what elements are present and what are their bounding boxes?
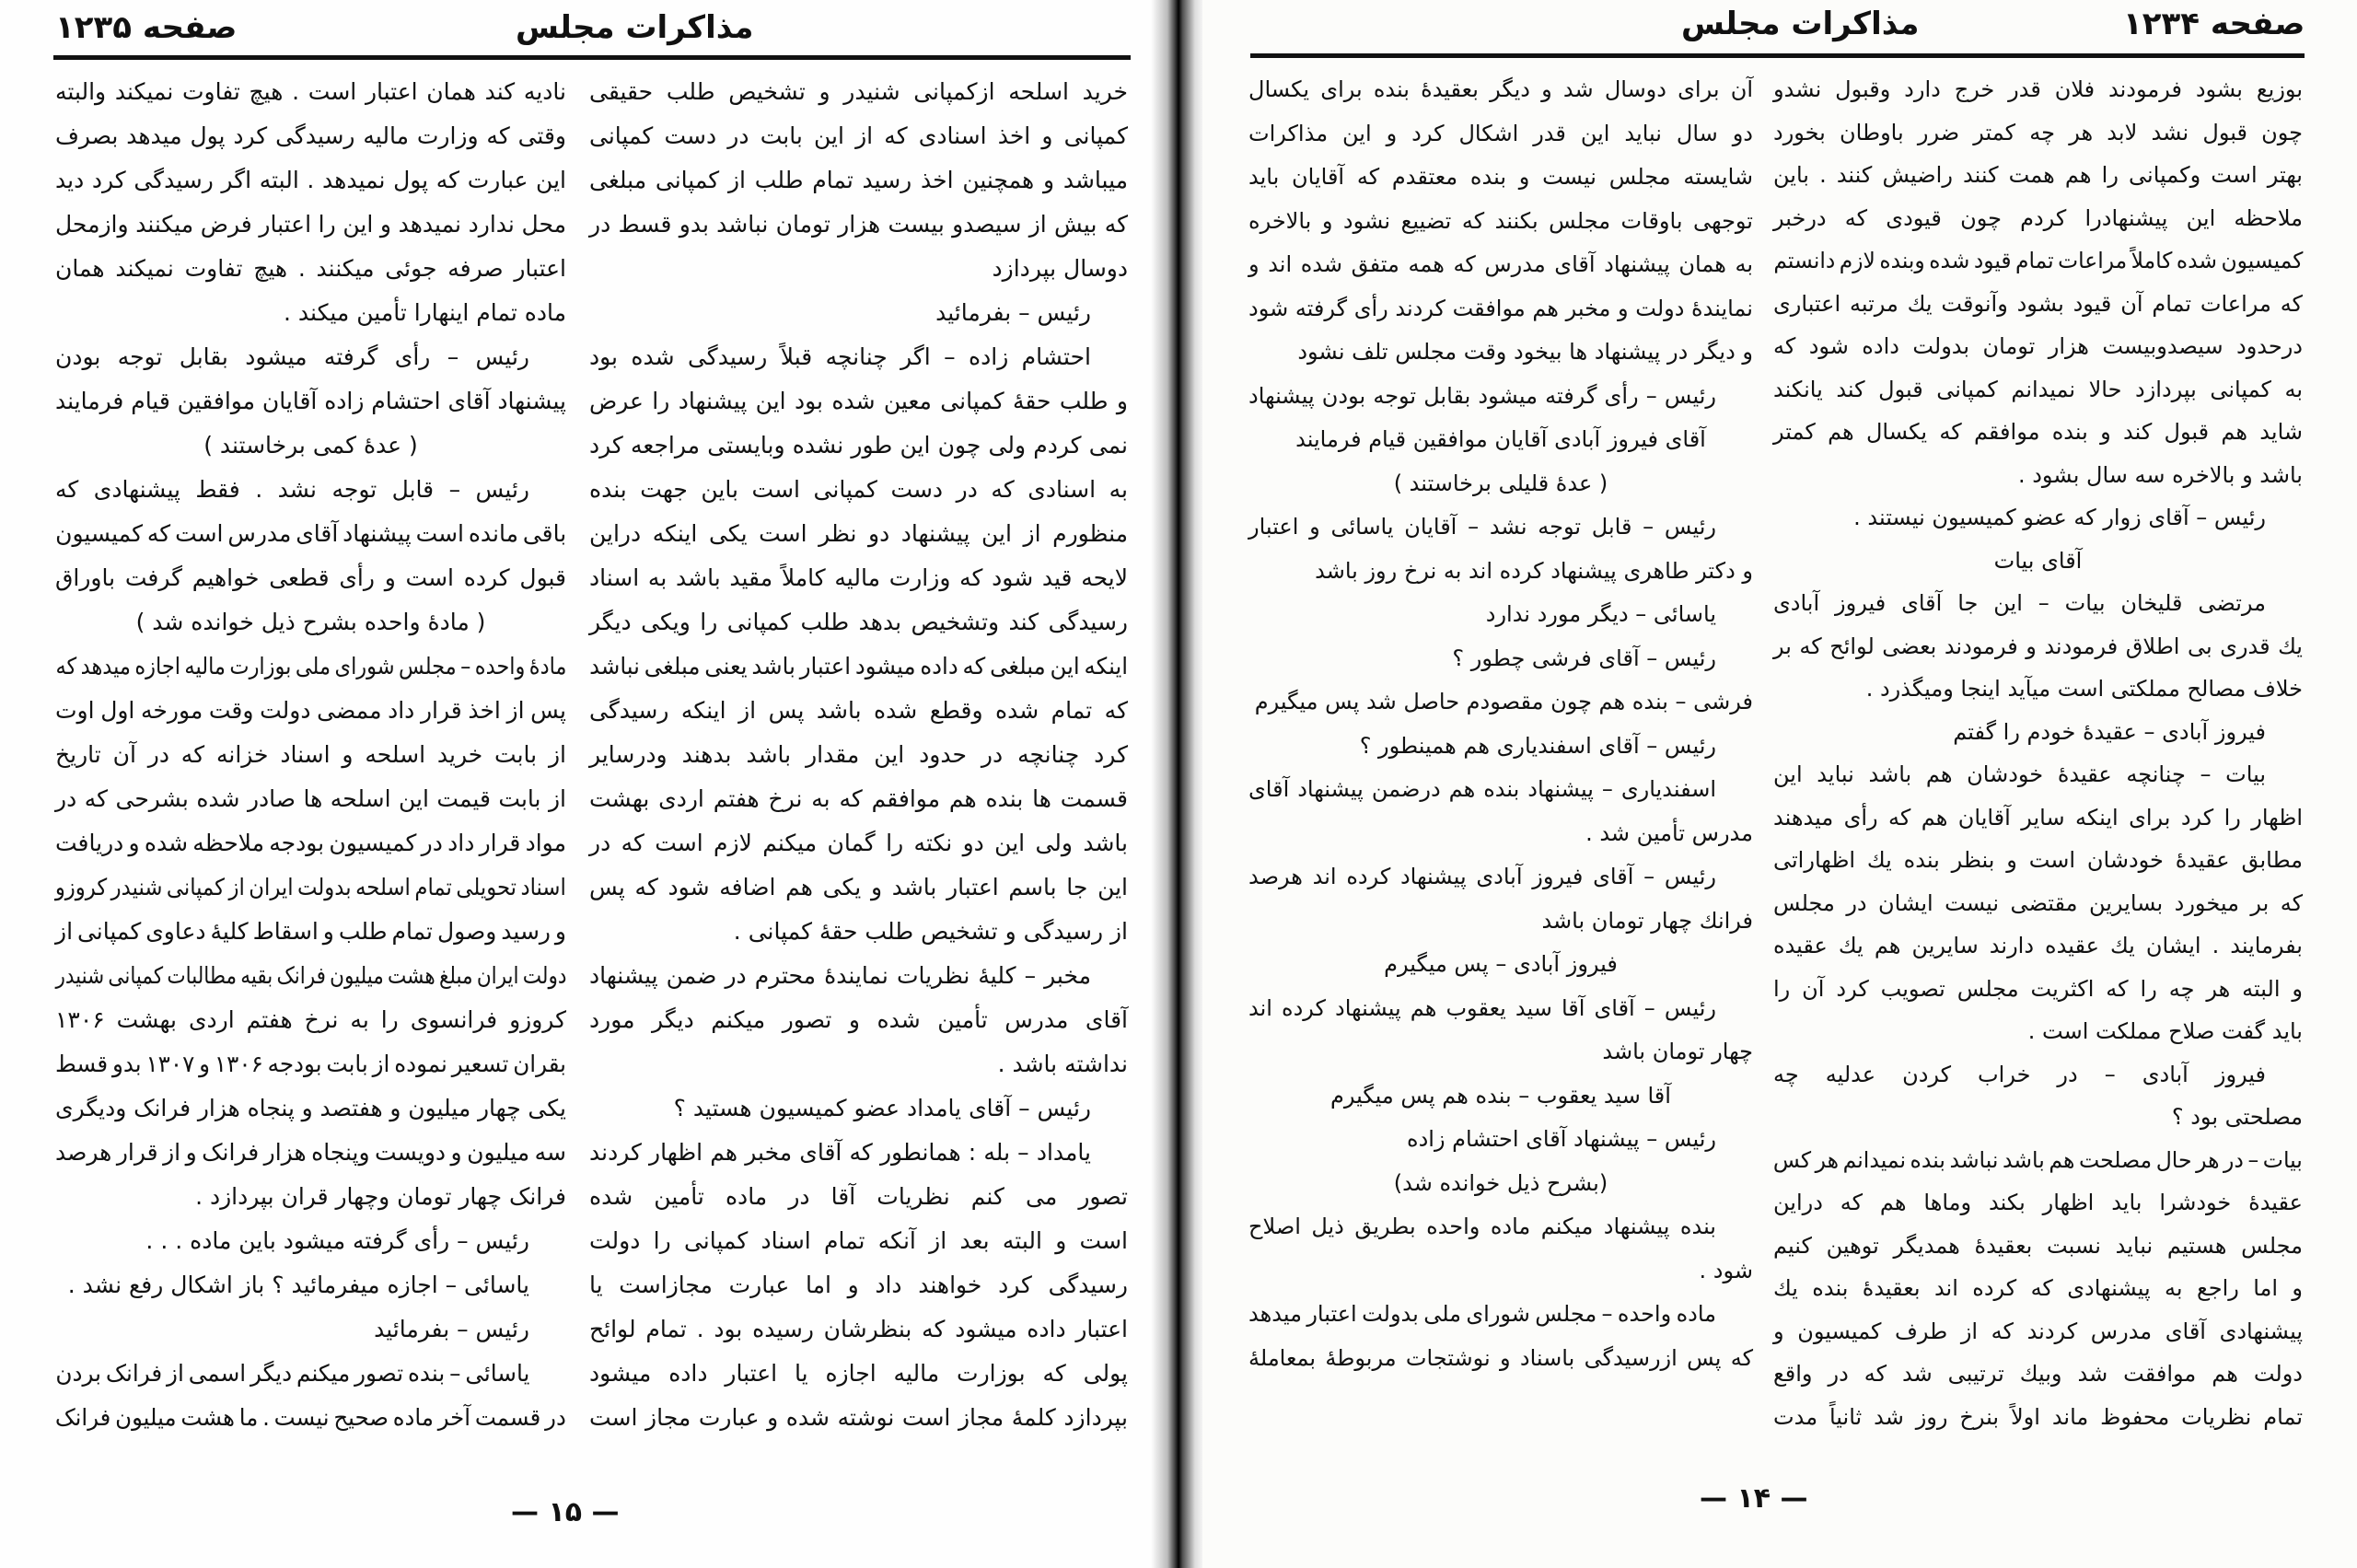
text-line bbox=[589, 468, 1128, 512]
text-line-content: شود . bbox=[1699, 1257, 1753, 1283]
text-line bbox=[55, 556, 566, 600]
text-line-content: سه میلیون و دویست وپنجاه هزار فرانک و از قرار هرصد bbox=[55, 1139, 566, 1166]
text-line bbox=[55, 1307, 566, 1352]
text-line bbox=[1248, 1205, 1753, 1249]
text-line-content: رئیس – آقای آقا سید یعقوب هم پیشنهاد کرده اند bbox=[1248, 994, 1716, 1021]
text-line-content: کمیسیون شده کاملاً مراعات تمام قیود شده وبنده لازم دانستم bbox=[1773, 248, 2303, 273]
text-line-content: اسفندیاری – پیشنهاد بنده هم درضمن پیشنهاد آقای bbox=[1248, 776, 1716, 802]
text-line-content: از رسیدگی و تشخیص طلب حقهٔ کمپانی . bbox=[733, 918, 1128, 945]
text-line-content: توجهی باوقات مجلس بکنند که تضییع نشود و بالاخره bbox=[1248, 207, 1753, 234]
text-line bbox=[589, 910, 1128, 954]
text-line-content: فرانك چهار تومان باشد bbox=[1541, 907, 1753, 934]
text-line-content: فیروز آبادی – در خراب کردن عدلیه چه bbox=[1773, 1061, 2266, 1087]
text-line bbox=[1773, 368, 2303, 412]
right-page bbox=[1202, 0, 2357, 1568]
text-line bbox=[1248, 943, 1753, 987]
text-line-content: رئیس – آقای زوار که عضو کمیسیون نیستند . bbox=[1853, 505, 2266, 530]
text-line bbox=[1773, 68, 2303, 111]
text-line-content: پس از اخذ قرار داد ممضی دولت وقت مورخه اول اوت bbox=[55, 697, 566, 724]
text-line-content: ملاحظه این پیشنهادرا کردم چون قیودی که درخبر bbox=[1773, 204, 2303, 231]
left-page-number: صفحه ۱۲۳۵ bbox=[55, 9, 238, 46]
text-line-content: و البته هر چه را که اکثریت مجلس تصویب کرد آن را bbox=[1773, 975, 2303, 1002]
text-line bbox=[1248, 287, 1753, 331]
text-line bbox=[1248, 1337, 1753, 1381]
text-line-content: رئیس – آقای فیروز آبادی پیشنهاد کرده اند هرصد bbox=[1248, 864, 1716, 889]
text-line bbox=[1773, 668, 2303, 711]
text-line bbox=[55, 247, 566, 291]
text-line bbox=[1773, 154, 2303, 197]
text-line bbox=[589, 1396, 1128, 1440]
text-line bbox=[1773, 753, 2303, 796]
text-line-content: رئیس – آقای فرشی چطور ؟ bbox=[1452, 645, 1716, 671]
text-line-content: این جا باسم اعتبار باشد و یکی هم اضافه شود که پس bbox=[589, 874, 1128, 900]
text-line-content: کرد چنانچه در حدود این مقدار باشد بدهند ودرسایر bbox=[589, 741, 1128, 768]
text-line bbox=[589, 1219, 1128, 1263]
text-line-content: فرشی – بنده هم چون مقصودم حاصل شد پس میگیرم bbox=[1254, 689, 1753, 714]
text-line bbox=[55, 998, 566, 1042]
text-line bbox=[1773, 1053, 2303, 1097]
text-line bbox=[589, 777, 1128, 821]
text-line bbox=[1773, 924, 2303, 968]
text-line-content: رئیس – رأی گرفته میشود بقابل توجه بودن bbox=[55, 343, 529, 370]
text-line bbox=[1248, 200, 1753, 244]
text-line-content: باشد ولی این دو نکته را گمان میکنم لازم است که در bbox=[589, 830, 1128, 856]
text-line-content: بهتر است وکمپانی را هم همت کنند راضیش کنند . باین bbox=[1773, 162, 2303, 188]
text-line bbox=[1773, 1225, 2303, 1268]
text-line-content: خرید اسلحه ازکمپانی شنیدر و تشخیص طلب حقیقی bbox=[589, 78, 1128, 105]
text-line-content: رئیس – آقای اسفندیاری هم همینطور ؟ bbox=[1359, 732, 1716, 759]
text-line bbox=[1248, 375, 1753, 419]
text-line-content: کروزو فرانسوی را به نرخ هفتم اردی بهشت ۱۳۰۶ bbox=[55, 1006, 566, 1033]
text-line bbox=[55, 600, 566, 645]
text-line bbox=[589, 379, 1128, 424]
text-line-content: احتشام زاده – اگر چنانچه قبلاً رسیدگی شده بود bbox=[589, 343, 1091, 370]
text-line bbox=[1248, 331, 1753, 375]
text-line bbox=[589, 1086, 1128, 1131]
text-line-content: مادهٔ واحده – مجلس شورای ملی بوزارت مالیه اجازه میدهد که bbox=[55, 653, 566, 679]
text-line bbox=[1248, 68, 1753, 112]
text-line-content: بپردازد کلمهٔ مجاز است نوشته شده و عبارت مجاز است bbox=[589, 1404, 1128, 1431]
text-line bbox=[1248, 680, 1753, 725]
text-line bbox=[589, 1175, 1128, 1219]
text-line bbox=[1773, 454, 2303, 497]
text-line-content: یامداد – بله : همانطور که آقای مخبر هم اظهار کردند bbox=[589, 1139, 1091, 1166]
text-line-content: شاید هم قبول کند و بنده موافقم که یکسال هم کمتر bbox=[1773, 419, 2303, 445]
text-line bbox=[1773, 582, 2303, 625]
text-line-content: رئیس – آقای یامداد عضو کمیسیون هستید ؟ bbox=[673, 1095, 1091, 1121]
text-line-content: باشد و بالاخره سه سال بشود . bbox=[2017, 461, 2303, 488]
text-line bbox=[55, 203, 566, 247]
text-line-content: تمام نظریات محفوظ ماند اولاً بنرخ روز شد ثانیاً مدت bbox=[1773, 1403, 2303, 1430]
text-line-content: میباشد و همچنین اخذ رسید تمام طلب از کمپانی مبلغی bbox=[589, 167, 1128, 193]
text-line-content: دوسال بپردازد bbox=[992, 255, 1128, 282]
text-line bbox=[55, 114, 566, 158]
text-line bbox=[1248, 1030, 1753, 1074]
text-line bbox=[1773, 796, 2303, 840]
text-line-content: این عبارت که پول نمیدهد . البته اگر رسیدگی کرد دید bbox=[55, 167, 566, 193]
text-line-content: قبول کرده است و رأی قطعی خواهیم گرفت باوراق bbox=[55, 564, 566, 591]
text-line-content: پولی که بوزارت مالیه اجازه یا اعتبار داده میشود bbox=[589, 1360, 1128, 1387]
text-line-content: نمی کردم ولی چون این طور نشده وبایستی مراجعه کرد bbox=[589, 432, 1128, 459]
text-line bbox=[589, 512, 1128, 556]
text-line bbox=[589, 1352, 1128, 1396]
text-line-content: که تمام شده وقطع شده باشد پس از اینکه رسیدگی bbox=[589, 697, 1128, 724]
text-line bbox=[55, 468, 566, 512]
text-line-content: مدرس تأمین شد . bbox=[1585, 819, 1753, 846]
text-line-content: مخبر – کلیهٔ نظریات نمایندهٔ محترم در ضمن پیشنهاد bbox=[589, 962, 1091, 989]
text-line-content: شایسته مجلس نیست و بنده معتقدم که آقایان باید bbox=[1248, 164, 1753, 190]
text-line bbox=[1773, 540, 2303, 583]
text-line bbox=[55, 1131, 566, 1175]
text-line bbox=[1248, 418, 1753, 462]
text-line-content: قسمت ها بنده هم موافقم که به نرخ هفتم اردی بهشت bbox=[589, 785, 1128, 812]
text-line bbox=[1773, 1396, 2303, 1439]
text-line-content: دو سال نباید این قدر اشکال کرد و این مذاکرات bbox=[1248, 120, 1753, 146]
text-line bbox=[1773, 1181, 2303, 1225]
text-line-content: به اسنادی که در دست کمپانی است باین جهت بنده bbox=[589, 476, 1128, 503]
text-line bbox=[55, 424, 566, 468]
text-line bbox=[55, 1396, 566, 1440]
text-line bbox=[55, 777, 566, 821]
text-line-content: آقای بیات bbox=[1993, 547, 2083, 574]
text-line-content: یکی چهار میلیون و هفتصد و پنجاه هزار فرانک ودیگری bbox=[55, 1095, 566, 1121]
text-line-content: (بشرح ذیل خوانده شد) bbox=[1393, 1169, 1608, 1196]
text-line bbox=[589, 600, 1128, 645]
text-line-content: ماده واحده – مجلس شورای ملی بدولت اعتبار میدهد bbox=[1248, 1301, 1716, 1327]
text-line-content: اینکه این مبلغی که داده میشود اعتبار باشد یعنی مبلغی نباشد bbox=[589, 653, 1128, 679]
text-line-content: یك قدری بی اطلاق فرمودند و فرمودند بعضی لوائح که بر bbox=[1773, 633, 2303, 659]
text-line bbox=[55, 910, 566, 954]
text-line bbox=[589, 1263, 1128, 1307]
text-line bbox=[589, 1042, 1128, 1086]
text-line bbox=[1773, 711, 2303, 754]
text-line bbox=[1773, 283, 2303, 326]
text-line-content: رئیس – قابل توجه نشد – آقایان یاسائی و اعتبار bbox=[1248, 514, 1716, 540]
text-line-content: رئیس – پیشنهاد آقای احتشام زاده bbox=[1407, 1126, 1716, 1152]
left-page-column-right bbox=[589, 70, 1128, 1440]
text-line bbox=[55, 1042, 566, 1086]
text-line bbox=[1248, 550, 1753, 594]
text-line-content: پیشنهادی آقای مدرس کردند که از طرف کمیسیون و bbox=[1773, 1318, 2303, 1344]
text-line-content: آقای مدرس تأمین شده و تصور میکنم دیگر مورد bbox=[589, 1006, 1128, 1033]
text-line bbox=[1248, 1118, 1753, 1162]
text-line-content: محل ندارد نمیدهد و این را اعتبار فرض میکنند وازمحل bbox=[55, 211, 566, 238]
text-line bbox=[1773, 239, 2303, 283]
text-line bbox=[589, 1131, 1128, 1175]
text-line bbox=[1773, 1267, 2303, 1310]
text-line bbox=[589, 70, 1128, 114]
text-line-content: ( عدهٔ کمی برخاستند ) bbox=[203, 432, 418, 459]
text-line-content: بنده پیشنهاد میکنم ماده واحده بطریق ذیل اصلاح bbox=[1248, 1214, 1716, 1239]
text-line bbox=[1248, 637, 1753, 681]
text-line-content: در قسمت آخر ماده صحیح نیست . ما هشت میلیون فرانک bbox=[55, 1404, 566, 1431]
text-line bbox=[1773, 1010, 2303, 1053]
left-page-column-left bbox=[55, 70, 566, 1440]
text-line-content: درحدود سیصدوبیست هزار تومان بدولت داده شود که bbox=[1773, 333, 2303, 359]
text-line bbox=[55, 1219, 566, 1263]
text-line-content: رئیس – قابل توجه نشد . فقط پیشنهادی که bbox=[55, 476, 529, 503]
text-line bbox=[1248, 593, 1753, 637]
left-page-footer-number: — ۱۵ — bbox=[511, 1496, 620, 1528]
text-line bbox=[1773, 839, 2303, 882]
text-line-content: نمایندهٔ دولت و مخبر هم موافقت کردند رأی گرفته شود bbox=[1248, 295, 1753, 321]
text-line bbox=[1248, 1074, 1753, 1119]
left-page-title: مذاکرات مجلس bbox=[516, 9, 754, 46]
text-line bbox=[1773, 496, 2303, 540]
text-line bbox=[55, 645, 566, 689]
text-line bbox=[589, 247, 1128, 291]
text-line-content: دولت هم موافقت شد وبیك ترتیبی شد که در واقع bbox=[1773, 1361, 2303, 1387]
text-line bbox=[1773, 1096, 2303, 1139]
text-line-content: و طلب حقهٔ کمپانی معین شده بود این پیشنهاد را عرض bbox=[589, 388, 1128, 414]
text-line bbox=[1773, 197, 2303, 240]
text-line-content: پیشنهاد آقای احتشام زاده آقایان موافقین قیام فرمایند bbox=[55, 388, 566, 414]
text-line-content: که بیش از سیصدو بیست هزار تومان نباشد بدو قسط در bbox=[589, 211, 1128, 238]
text-line bbox=[55, 512, 566, 556]
text-line bbox=[1248, 987, 1753, 1031]
text-line bbox=[1773, 325, 2303, 368]
text-line bbox=[1248, 812, 1753, 856]
text-line-content: است و البته بعد از آنکه تمام اسناد کمپانی را دولت bbox=[589, 1227, 1128, 1254]
text-line-content: رئیس – بفرمائید bbox=[935, 299, 1091, 326]
text-line-content: رئیس – رأی گرفته میشود باین ماده . . . bbox=[145, 1227, 529, 1254]
text-line-content: بیات – در هر حال مصلحت هم باشد نباشد بنده نمیدانم هر کس bbox=[1773, 1146, 2303, 1173]
text-line-content: یاسائی – بنده تصور میکنم دیگر اسمی از فرانک بردن bbox=[55, 1360, 529, 1387]
text-line bbox=[55, 379, 566, 424]
text-line-content: وقتی که وزارت مالیه رسیدگی کرد پول میدهد بصرف bbox=[55, 122, 566, 149]
text-line-content: بوزیع بشود فرمودند فلان قدر خرج دارد وقبول نشدو bbox=[1773, 76, 2303, 102]
text-line bbox=[1773, 1310, 2303, 1353]
text-line-content: و اما راجع به پیشنهادی که کرده اند بعقیدهٔ بنده یك bbox=[1773, 1275, 2303, 1301]
text-line bbox=[589, 645, 1128, 689]
text-line bbox=[589, 689, 1128, 733]
text-line bbox=[1248, 505, 1753, 550]
right-header-rule bbox=[1250, 53, 2305, 58]
text-line bbox=[1773, 111, 2303, 155]
text-line-content: نادیه کند همان اعتبار است . هیچ تفاوت نمیکند والبته bbox=[55, 78, 566, 105]
text-line-content: یاسائی – اجازه میفرمائید ؟ باز اشکال رفع نشد . bbox=[67, 1272, 529, 1298]
text-line-content: ( عدهٔ قلیلی برخاستند ) bbox=[1393, 470, 1608, 496]
text-line-content: از بابت خرید اسلحه و اسناد خزانه که در آن تاریخ bbox=[55, 741, 566, 768]
text-line-content: نداشته باشد . bbox=[997, 1051, 1128, 1077]
text-line-content: مجلس هستیم نباید نسبت بعقیدهٔ همدیگر توهین کنیم bbox=[1773, 1232, 2303, 1259]
text-line-content: لایحه قید شود که وزارت مالیه کاملاً مقید باشد به اسناد bbox=[589, 564, 1128, 591]
text-line bbox=[1773, 882, 2303, 925]
text-line-content: باید گفت صلاح مملکت است . bbox=[2027, 1018, 2303, 1044]
text-line-content: آقا سید یعقوب – بنده هم پس میگیرم bbox=[1330, 1082, 1671, 1109]
text-line bbox=[1773, 968, 2303, 1011]
text-line bbox=[55, 689, 566, 733]
right-page-title: مذاکرات مجلس bbox=[1681, 6, 1920, 42]
text-line-content: از بابت قیمت این اسلحه ها صادر شده بشرحی که در bbox=[55, 785, 566, 812]
text-line bbox=[1773, 411, 2303, 454]
text-line bbox=[1248, 1162, 1753, 1206]
text-line bbox=[589, 865, 1128, 910]
text-line bbox=[1248, 112, 1753, 157]
text-line-content: کمپانی و اخذ اسنادی که از این بابت در دست کمپانی bbox=[589, 122, 1128, 149]
text-line-content: عقیدهٔ خودشرا باید اظهار بکند وماها هم که دراین bbox=[1773, 1190, 2303, 1215]
text-line-content: رئیس – رأی گرفته میشود بقابل توجه بودن پیشنهاد bbox=[1248, 382, 1716, 409]
text-line-content: اسناد تحویلی تمام اسلحه بدولت ایران از کمپانی شنیدر کروزو bbox=[55, 874, 566, 900]
text-line bbox=[55, 158, 566, 203]
text-line bbox=[1773, 1353, 2303, 1396]
text-line bbox=[1248, 768, 1753, 812]
text-line bbox=[589, 158, 1128, 203]
text-line-content: که بر میخورد بسایرین مقتضی نیست ایشان در مجلس bbox=[1773, 889, 2303, 916]
text-line bbox=[55, 70, 566, 114]
text-line bbox=[1248, 855, 1753, 900]
text-line-content: دولت ایران مبلغ هشت میلیون فرانک بقیه مطالبات کمپانی شنیدر bbox=[55, 962, 566, 989]
text-line-content: فیروز آبادی – پس میگیرم bbox=[1384, 951, 1618, 977]
text-line-content: بقران تسعیر نموده از بابت بودجه ۱۳۰۶ و ۱۳۰۷ بدو قسط bbox=[55, 1051, 566, 1077]
text-line-content: چون قبول نشد لابد هر چه کمتر ضرر باوطان بخورد bbox=[1773, 119, 2303, 145]
text-line-content: تصور می کنم نظریات آقا در ماده تأمین شده bbox=[589, 1183, 1128, 1210]
text-line-content: رئیس – بفرمائید bbox=[374, 1316, 529, 1342]
text-line bbox=[1248, 1249, 1753, 1294]
text-line bbox=[55, 821, 566, 865]
text-line-content: چهار تومان باشد bbox=[1602, 1039, 1753, 1064]
text-line-content: یاسائی – دیگر مورد ندارد bbox=[1485, 601, 1716, 627]
text-line-content: مواد قرار داد در کمیسیون بودجه ملاحظه شده و دریافت bbox=[55, 830, 566, 856]
text-line-content: اعتبار داده میشود که بنظرشان رسیده بود . تمام لوائح bbox=[589, 1316, 1128, 1342]
text-line bbox=[55, 1086, 566, 1131]
text-line bbox=[1248, 900, 1753, 944]
right-page-number: صفحه ۱۲۳۴ bbox=[2123, 6, 2305, 42]
text-line-content: باقی مانده است پیشنهاد آقای مدرس است که کمیسیون bbox=[55, 520, 566, 547]
text-line-content: فرانک چهار تومان وچهار قران بپردازد . bbox=[195, 1183, 566, 1210]
text-line bbox=[55, 733, 566, 777]
text-line bbox=[589, 821, 1128, 865]
text-line bbox=[589, 335, 1128, 379]
text-line bbox=[1248, 725, 1753, 769]
right-page-column-left bbox=[1248, 68, 1753, 1380]
text-line bbox=[55, 954, 566, 998]
right-page-column-right bbox=[1773, 68, 2303, 1438]
text-line-content: آقای فیروز آبادی آقایان موافقین قیام فرمایند bbox=[1295, 426, 1706, 452]
text-line-content: که پس ازرسیدگی باسناد و نوشتجات مربوطهٔ بمعاملهٔ bbox=[1248, 1344, 1753, 1371]
text-line bbox=[589, 998, 1128, 1042]
text-line bbox=[589, 424, 1128, 468]
text-line-content: منظورم از این پیشنهاد دو نظر است یکی اینکه دراین bbox=[589, 520, 1128, 547]
text-line bbox=[1773, 625, 2303, 668]
text-line bbox=[589, 203, 1128, 247]
text-line-content: به کمپانی بپردازد حالا نمیدانم کمپانی قبول کند یانکند bbox=[1773, 376, 2303, 402]
text-line bbox=[589, 556, 1128, 600]
book-binding-gutter bbox=[1151, 0, 1206, 1568]
text-line bbox=[1773, 1139, 2303, 1182]
text-line bbox=[55, 1175, 566, 1219]
text-line-content: و رسید وصول تمام طلب و اسقاط کلیهٔ دعاوی کمپانی از bbox=[55, 918, 566, 945]
text-line-content: مطابق عقیدهٔ خودشان است و بنظر بنده یك اظهاراتی bbox=[1773, 847, 2303, 873]
text-line bbox=[1248, 462, 1753, 506]
text-line-content: اظهار را کرد برای اینکه سایر آقایان هم که رأی میدهند bbox=[1773, 804, 2303, 830]
text-line-content: رسیدگی کرد خواهند داد و اما عبارت مجازاست یا bbox=[589, 1272, 1128, 1298]
right-page-footer-number: — ۱۴ — bbox=[1700, 1482, 1808, 1515]
left-page bbox=[0, 0, 1162, 1568]
text-line-content: رسیدگی کند وتشخیص بدهد طلب کمپانی را ویکی دیگر bbox=[589, 609, 1128, 635]
text-line-content: فیروز آبادی – عقیدهٔ خودم را گفتم bbox=[1953, 718, 2266, 745]
text-line-content: ( مادهٔ واحده بشرح ذیل خوانده شد ) bbox=[135, 609, 486, 635]
text-line bbox=[55, 1352, 566, 1396]
text-line-content: اعتبار صرفه جوئی میکنند . هیچ تفاوت نمیکند همان bbox=[55, 255, 566, 282]
text-line bbox=[1248, 1293, 1753, 1337]
text-line bbox=[55, 291, 566, 335]
text-line bbox=[589, 1307, 1128, 1352]
text-line-content: بفرمایند . ایشان یك عقیده دارند سایرین هم یك عقیده bbox=[1773, 933, 2303, 958]
left-header-rule bbox=[53, 55, 1131, 60]
text-line bbox=[55, 865, 566, 910]
text-line bbox=[589, 954, 1128, 998]
text-line-content: که مراعات تمام آن قیود بشود وآنوقت یك مرتبه اعتباری bbox=[1773, 290, 2303, 317]
text-line-content: مرتضی قلیخان بیات – این جا آقای فیروز آبادی bbox=[1773, 590, 2266, 616]
text-line-content: به همان پیشنهاد آقای مدرس که همه متفق شده اند و bbox=[1248, 251, 1753, 277]
text-line-content: خلاف مصالح مملکتی است میآید اینجا ومیگذرد . bbox=[1865, 676, 2303, 702]
text-line bbox=[1248, 243, 1753, 287]
text-line bbox=[589, 114, 1128, 158]
text-line-content: بیات – چنانچه عقیدهٔ خودشان هم باشد نباید این bbox=[1773, 761, 2266, 787]
text-line-content: مصلحتی بود ؟ bbox=[2171, 1104, 2303, 1130]
text-line-content: و دکتر طاهری پیشنهاد کرده اند به نرخ روز باشد bbox=[1315, 557, 1753, 584]
text-line bbox=[55, 335, 566, 379]
text-line-content: ماده تمام اینهارا تأمین میکند . bbox=[284, 299, 566, 326]
text-line-content: آن برای دوسال شد و دیگر بعقیدهٔ بنده برای یکسال bbox=[1248, 76, 1753, 102]
text-line bbox=[589, 291, 1128, 335]
text-line-content: و دیگر در پیشنهاد ها بیخود وقت مجلس تلف نشود bbox=[1297, 339, 1753, 365]
text-line bbox=[55, 1263, 566, 1307]
text-line bbox=[1248, 156, 1753, 200]
text-line bbox=[589, 733, 1128, 777]
